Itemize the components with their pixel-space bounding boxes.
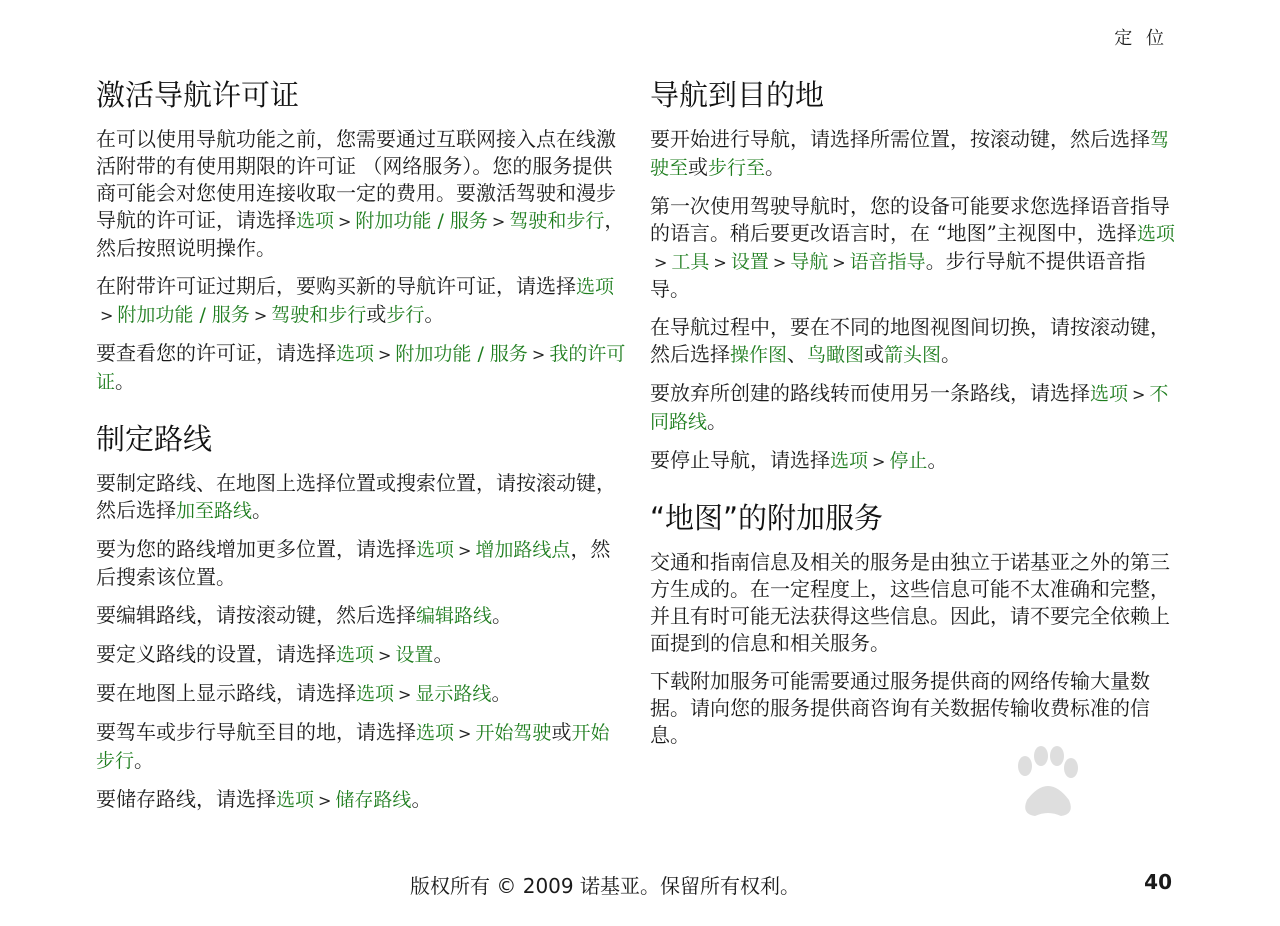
paragraph: 要驾车或步行导航至目的地，请选择选项 > 开始驾驶或开始步行。 bbox=[96, 720, 610, 772]
paragraph: 要为您的路线增加更多位置，请选择选项 > 增加路线点，然后搜索该位置。 bbox=[96, 537, 611, 589]
paragraph: 要编辑路线，请按滚动键，然后选择编辑路线。 bbox=[96, 603, 513, 627]
paragraph: 要停止导航，请选择选项 > 停止。 bbox=[650, 448, 948, 472]
copyright-footer: 版权所有 © 2009 诺基亚。保留所有权利。 bbox=[410, 874, 800, 898]
heading-map-services: “地图”的附加服务 bbox=[650, 501, 884, 535]
paragraph: 要储存路线，请选择选项 > 储存路线。 bbox=[96, 787, 432, 811]
left-column bbox=[96, 74, 626, 825]
paragraph: 在导航过程中，要在不同的地图视图间切换，请按滚动键，然后选择操作图、鸟瞰图或箭头图。 bbox=[650, 315, 1170, 366]
paragraph: 要制定路线、在地图上选择位置或搜索位置，请按滚动键，然后选择加至路线。 bbox=[96, 471, 616, 522]
paragraph: 要开始进行导航，请选择所需位置，按滚动键，然后选择驾驶至或步行至。 bbox=[650, 127, 1170, 179]
page-number: 40 bbox=[1144, 870, 1172, 894]
right-column bbox=[650, 74, 1180, 760]
paragraph: 在附带许可证过期后，要购买新的导航许可证，请选择选项> 附加功能 / 服务 > 驾驶和步行或步行。 bbox=[96, 274, 615, 326]
paragraph: 要放弃所创建的路线转而使用另一条路线，请选择选项 > 不同路线。 bbox=[650, 381, 1169, 433]
paragraph: 第一次使用驾驶导航时，您的设备可能要求您选择语音指导的语言。稍后要更改语言时，在 “地图”主视图中，选择选项> 工具 > 设置 > 导航 > 语音指导。步行导航不提供语音指导。 bbox=[650, 194, 1175, 301]
paragraph: 要在地图上显示路线，请选择选项 > 显示路线。 bbox=[96, 681, 512, 705]
baidu-watermark-logo bbox=[905, 730, 1205, 880]
heading-activate-license: 激活导航许可证 bbox=[96, 78, 300, 112]
paragraph: 要查看您的许可证，请选择选项 > 附加功能 / 服务 > 我的许可证。 bbox=[96, 341, 626, 393]
paragraph: 交通和指南信息及相关的服务是由独立于诺基亚之外的第三方生成的。在一定程度上，这些信息可能不太准确和完整，并且有时可能无法获得这些信息。因此，请不要完全依赖上面提到的信息和相关服务。 bbox=[650, 550, 1170, 655]
heading-navigate: 导航到目的地 bbox=[650, 78, 825, 112]
paragraph: 在可以使用导航功能之前，您需要通过互联网接入点在线激活附带的有使用期限的许可证 （网络服务）。您的服务提供商可能会对您使用连接收取一定的费用。要激活驾驶和漫步导航的许可证，请选择选项 > 附加功能 / 服务 > 驾驶和步行，然后按照说明操作。 bbox=[96, 127, 625, 260]
paragraph: 下载附加服务可能需要通过服务提供商的网络传输大量数据。请向您的服务提供商咨询有关数据传输收费标准的信息。 bbox=[650, 669, 1150, 747]
heading-plan-route: 制定路线 bbox=[96, 422, 213, 456]
section-header: 定 位 bbox=[1114, 28, 1168, 49]
paragraph: 要定义路线的设置，请选择选项 > 设置。 bbox=[96, 642, 454, 666]
